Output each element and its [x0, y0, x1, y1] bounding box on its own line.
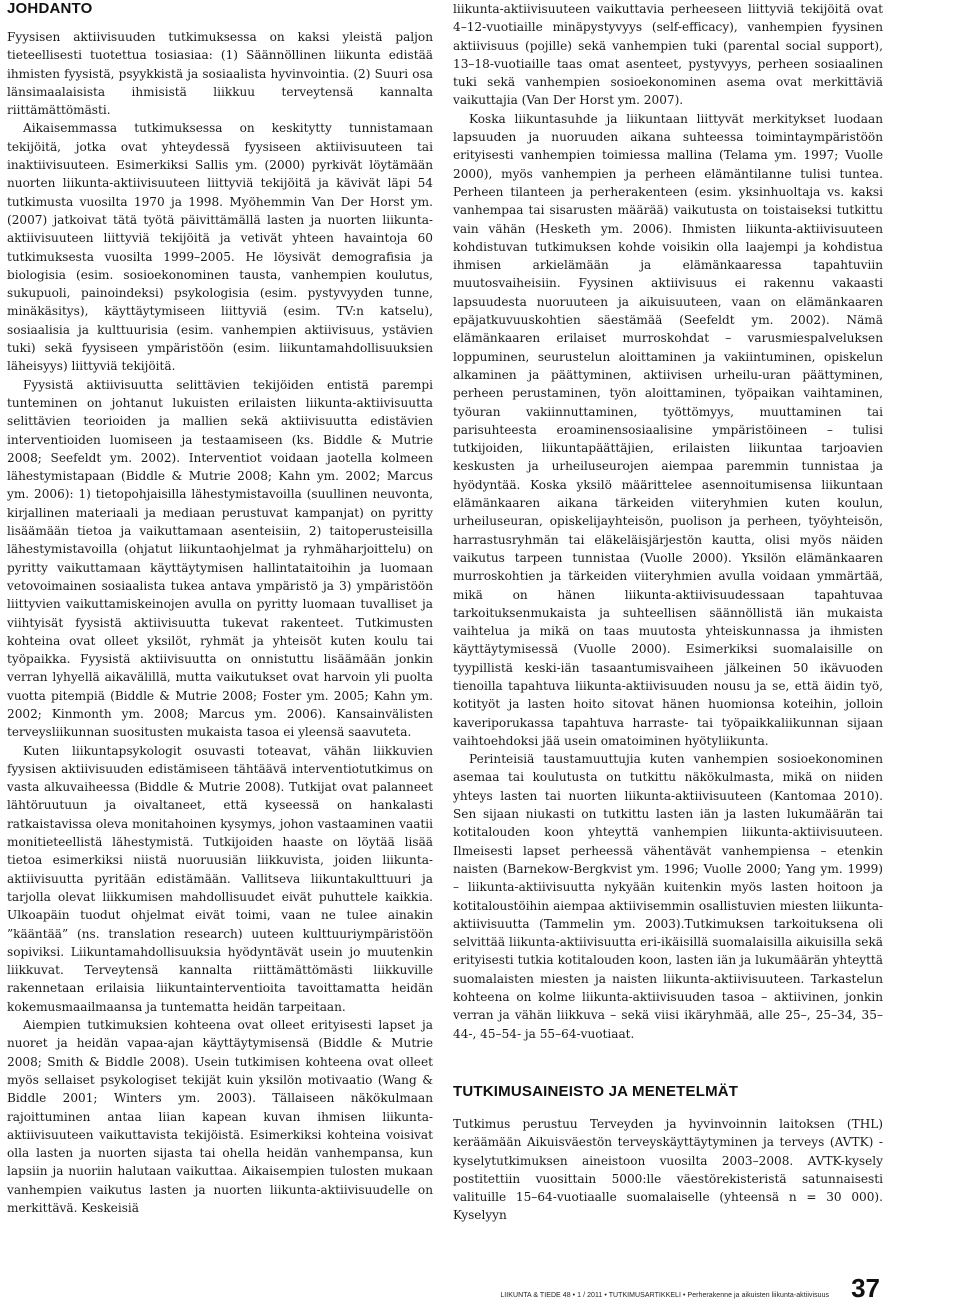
paragraph: Fyysisen aktiivisuuden tutkimuksessa on kaksi yleistä paljon tieteellisesti tuotettua tosiasiaa: (1) Säännöllinen liikunta edistää ihmisten fyysistä, psyykkistä ja sosiaalista hyvinvointia. (2) Suuri osa länsimaalaisista ihmisistä liikkuu terveytensä kannalta riittämättömästi.: [7, 30, 433, 118]
paragraph: Kuten liikuntapsykologit osuvasti toteavat, vähän liikkuvien fyysisen aktiivisuuden edistämiseen tähtäävä interventiotutkimus on vasta alkuvaiheessa (Biddle & Mutrie 2008). Tutkijat ovat palanneet lähtöruutuun ja oivaltaneet, että kyseessä on hankalasti ratkaistavissa oleva monitahoinen kysymys, johon vastaaminen vaatii monitieteellistä lähestymistä. Tutkijoiden haaste on löytää lisää tietoa esimerkiksi niistä nuoruusiän liikkuvista, joiden liikunta-aktiivisuutta pyritään edistämään. Vallitseva liikuntakulttuuri ja tarjolla olevat liikkumisen mahdollisuudet eivät puhuttele kaikkia. Ulkoapäin tuodut ohjelmat eivät toimi, vaan ne tulee ainakin ”kääntää” (ns. translation research) uuteen kulttuuriympäristöön sopiviksi. Liikuntamahdollisuuksia hyödyntävät usein jo muutenkin liikkuvat. Terveytensä kannalta riittämättömästi liikkuville rakennetaan erilaisia liikuntainterventioita tavoittamatta heidän kokemusmaailmaansa ja tuntematta heidän tarpeitaan.: [7, 743, 433, 1014]
paragraph: Perinteisiä taustamuuttujia kuten vanhempien sosioekonominen asemaa tai koulutusta on tutkittu näkökulmasta, mikä on niiden yhteys lasten tai nuorten liikunta-aktiivisuuteen (Kantomaa 2010). Sen sijaan niukasti on tutkittu lasten iän ja lasten lukumäärän tai kotitalouden koon yhteyttä vanhempien liikunta-aktiivisuuteen. Ilmeisesti lapset perheessä vähentävät vanhempiensa – etenkin naisten (Barnekow-Bergkvist ym. 1996; Vuolle 2000; Yang ym. 1999) – liikunta-aktiivisuutta nykyään kuitenkin myös lasten hoitoon ja kotitaloustöihin aiempaa aktiivisemmin osallistuvien miesten liikunta-aktiivisuutta (Tammelin ym. 2003).Tutkimuksen tarkoituksena oli selvittää liikunta-aktiivisuutta eri-ikäisillä suomalaisilla aikuisilla sekä erityisesti tutkia kotitalouden koon, lasten iän ja lukumäärän yhteyttä suomalaisten miesten ja naisten liikunta-aktiivisuuteen. Tarkastelun kohteena on kolme liikunta-aktiivisuuden tasoa – aktiivinen, jonkin verran ja vähän liikkuva – sekä viisi ikäryhmää, alle 25–, 25–34, 35–44-, 45–54- ja 55–64-vuotiaat.: [453, 752, 883, 1041]
paragraph: Aikaisemmassa tutkimuksessa on keskitytty tunnistamaan tekijöitä, jotka ovat yhteydessä fyysiseen aktiivisuuteen tai inaktiivisuuteen. Esimerkiksi Sallis ym. (2000) pyrkivät löytämään nuorten liikunta-aktiivisuuteen liittyviä tekijöitä ja kävivät läpi 54 tutkimusta vuosilta 1970 ja 1998. Myöhemmin Van Der Horst ym. (2007) jatkoivat tätä työtä päivittämällä lasten ja nuorten liikunta-aktiivisuuteen liittyviä tekijöitä ja vetivät yhteen havaintoja 60 tutkimuksesta vuosilta 1999–2005. He löysivät demografisia ja biologisia (esim. sosioekonominen tausta, vanhempien koulutus, sukupuoli, painoindeksi) psykologisia (esim. pystyvyyden tunne, minäkäsitys), käyttäytymiseen liittyviä (esim. TV:n katselu), sosiaalisia ja kulttuurisia (esim. vanhempien aktiivisuus, ystävien tuki) sekä fyysiseen ympäristöön (esim. liikuntamahdollisuuksien läheisyys) liittyviä tekijöitä.: [7, 121, 433, 374]
page-number: 37: [851, 1273, 880, 1303]
paragraph: Koska liikuntasuhde ja liikuntaan liittyvät merkitykset luodaan lapsuuden ja nuoruuden aikana suhteessa toimintaympäristöön erityisesti vanhempien toimiessa mallina (Telama ym. 1997; Vuolle 2000), myös vanhempien ja perheen elämäntilanne tulisi tuntea. Perheen tilanteen ja perherakenteen (esim. yksinhuoltaja vs. kaksi vanhempaa tai sisarusten määrää) vaikutusta on toistaiseksi tutkittu vain vähän (Hesketh ym. 2006). Ihmisten liikunta-aktiivisuuteen kohdistuvan tutkimuksen kohde voisikin olla laajempi ja kohdistua ihmisen arkielämään ja elämänkaaressa tapahtuviin muutosvaiheisiin. Fyysinen aktiivisuus ei rakennu vakaasti lapsuudesta nuoruuteen ja aikuisuuteen, vaan on elämänkaaren epäjatkuvuuskohtien säestämää (Seefeldt ym. 2002). Nämä elämänkaaren erilaiset murroskohdat – varusmiespalveluksen loppuminen, seurustelun aloittaminen ja vakiintuminen, opiskelun alkaminen ja päättyminen, aktiivisen urheilu-uran päättyminen, perheen perustaminen, työn aloittaminen, työpaikan vaihtaminen, työuran vakiinnuttaminen, työttömyys, muuttaminen tai parisuhteesta eroaminensosiaalisine ympäristöineen – tulisi tutkijoiden, liikuntapäättäjien, erilaisten liikuntaa tarjoavien keskusten ja urheiluseurojen aiempaa paremmin tunnistaa ja hyödyntää. Koska yksilö määrittelee asennoitumisensa liikuntaan elämänkaaren aikana tärkeiden viiteryhmien kuten koulun, urheiluseuran, opiskelijayhteisön, puolison ja perheen, työyhteisön, harrastusryhmän tai eläkeläisjärjestön kautta, olisi myös näiden vaikutus tarpeen tunnistaa (Vuolle 2000). Yksilön elämänkaaren murroskohtien ja tärkeiden viiteryhmien avulla voidaan ymmärtää, mikä on hänen liikunta-aktiivisuudessaan tapahtuvaa tarkoituksenmukaista ja suhteellisen säännöllistä iän mukaista vaihtelua ja mikä on taas muutosta yhteiskunnassa ja ihmisten käyttäytymisessä (Vuolle 2000). Esimerkiksi suomalaisille on tyypillistä keski-iän tasaantumisvaiheen jälkeinen 50 ikävuoden tienoilla tapahtuva liikunta-aktiivisuuden nousu ja se, että äidin työ, kotityöt ja lasten hoito sitovat hänen huomionsa koteihin, jolloin kaveriporukassa tapahtuva harraste- tai työpaikkaliikunnan sijaan vaihtoehdoksi jää usein omatoiminen hyötyliikunta.: [453, 111, 883, 748]
right-column-body: [453, 0, 883, 1043]
paragraph: Aiempien tutkimuksien kohteena ovat olleet erityisesti lapset ja nuoret ja heidän vapaa-ajan käyttäytymisensä (Biddle & Mutrie 2008; Smith & Biddle 2008). Usein tutkimisen kohteena ovat olleet myös sellaiset psykologiset tekijät kuin yksilön motivaatio (Wang & Biddle 2001; Winters ym. 2003). Tällaiseen näkökulmaan rajoittuminen antaa liian kapean kuvan ihmisen liikunta-aktiivisuuteen vaikuttavista tekijöistä. Esimerkiksi kohteina voisivat olla lasten ja nuorten sijasta tai ohella heidän vanhempansa, kun lapsiin ja nuoriin halutaan vaikuttaa. Aikaisempien tulosten mukaan vanhempien vaikutus lasten ja nuorten liikunta-aktiivisuudelle on merkittävä. Keskeisiä: [7, 1018, 433, 1215]
page-footer: [500, 1275, 880, 1301]
left-column-body: [7, 28, 433, 1217]
paragraph: Tutkimus perustuu Terveyden ja hyvinvoinnin laitoksen (THL) keräämään Aikuisväestön terveyskäyttäytyminen ja terveys (AVTK) -kyselytutkimuksen aineistoon vuosilta 2003–2008. AVTK-kysely postitettiin vuosittain 5000:lle väestörekisteristä satunnaisesti valituille 15–64-vuotiaalle suomalaiselle (yhteensä n = 30 000). Kyselyyn: [453, 1116, 883, 1223]
right-column: [453, 0, 883, 1225]
section-heading-methods: TUTKIMUSAINEISTO JA MENETELMÄT: [453, 1082, 739, 1100]
running-footer-text: LIIKUNTA & TIEDE 48 • 1 / 2011 • TUTKIMUSARTIKKELI • Perherakenne ja aikuisten liikunta-aktiivisuus: [500, 1292, 830, 1299]
methods-body: [453, 1115, 883, 1225]
section-heading-johdanto: JOHDANTO: [7, 0, 93, 17]
paragraph: Fyysistä aktiivisuutta selittävien tekijöiden entistä parempi tunteminen on johtanut lukuisten erilaisten liikunta-aktiivisuutta selittävien teorioiden ja mallien sekä aktiivisuutta edistävien interventioiden luomiseen ja testaamiseen (ks. Biddle & Mutrie 2008; Seefeldt ym. 2002). Interventiot voidaan jaotella kolmeen lähestymistapaan (Biddle & Mutrie 2008; Kahn ym. 2002; Marcus ym. 2006): 1) tietopohjaisilla lähestymistavoilla (suullinen neuvonta, kirjallinen materiaali ja mediaan perustuvat kampanjat) on pyritty lisäämään tietoa ja vaikuttamaan asenteisiin, 2) taitoperusteisilla lähestymistavoilla (ohjatut liikuntaohjelmat ja ryhmäharjoittelu) on pyritty vaikuttamaan käyttäytymisen hallintataitoihin ja luomaan vetovoimainen sosiaalista tukea antava ympäristö ja 3) ympäristöön liittyvien vaikuttamiskeinojen avulla on pyritty luomaan tuvalliset ja viihtyisät fyysistä aktiivisuutta tukevat rakenteet. Tutkimusten kohteina ovat olleet yksilöt, ryhmät ja yhteisöt kuten koulu tai työpaikka. Fyysistä aktiivisuutta on onnistuttu lisäämään jonkin verran lyhyellä aikavälillä, mutta vaikutukset ovat harvoin yli puolta vuotta pitempiä (Biddle & Mutrie 2008; Foster ym. 2005; Kahn ym. 2002; Kinmonth ym. 2008; Marcus ym. 2006). Kansainvälisten terveysliikunnan suositusten mukaista tasoa ei yleensä saavuteta.: [7, 377, 433, 740]
paragraph: liikunta-aktiivisuuteen vaikuttavia perheeseen liittyviä tekijöitä ovat 4–12-vuotiaille minäpystyvyys (self-efficacy), vanhempien fyysinen aktiivisuus (pojille) sekä vanhempien tuki (parental social support), 13–18-vuotiaille taas omat asenteet, pystyvyys, perheen sosiaalinen tuki sekä vanhempien sosioekonominen asema ovat merkittäviä vaikuttajia (Van Der Horst ym. 2007).: [453, 2, 883, 108]
left-column: [7, 0, 433, 1217]
